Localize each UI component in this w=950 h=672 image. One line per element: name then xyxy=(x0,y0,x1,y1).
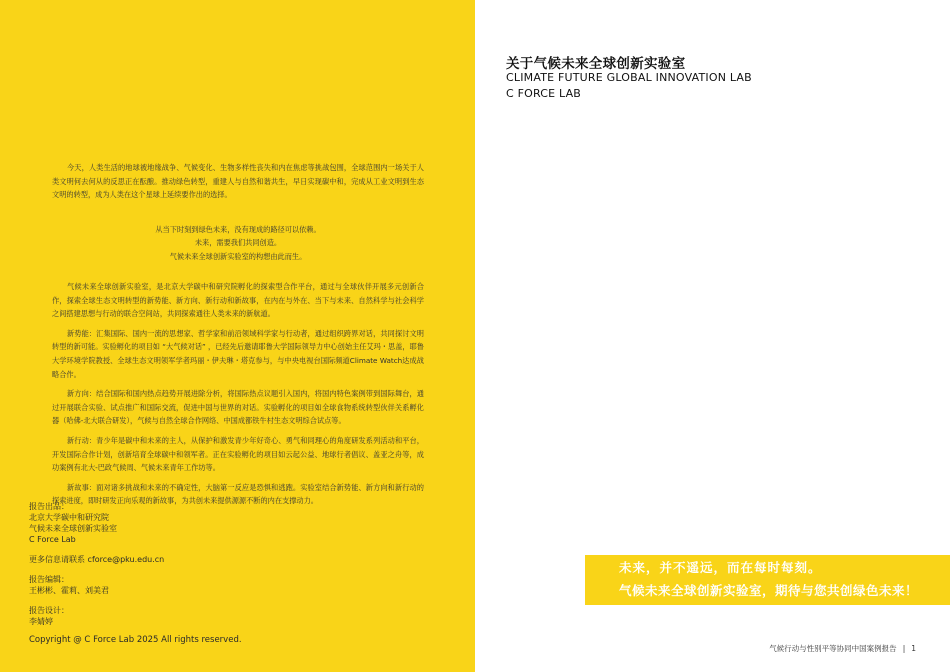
footer-separator: | xyxy=(902,644,906,653)
credit-line: 报告出品： xyxy=(29,502,69,511)
contact-line: 更多信息请联系 cforce@pku.edu.cn xyxy=(29,555,165,564)
statement-line: 气候未来全球创新实验室的构想由此而生。 xyxy=(169,251,307,261)
paragraph-new-direction: 新方向：结合国际和国内热点趋势开展进除分析，将国际热点议题引入国内，将国内特色案例带到国际舞台，通过开展联合实验、试点推广和国际交流，促进中国与世界的对话。实验孵化的项目如全球食物系统转型伙伴关系孵化器（哈佛-北大联合研发），气候与自然全球合作网络、中国成都铁牛村生态文明综合试点等。 xyxy=(52,389,424,426)
statement-line: 从当下时刻到绿色未来，没有现成的路径可以依赖。 xyxy=(155,225,321,234)
page-subtitle-en: C FORCE LAB xyxy=(506,87,582,100)
slogan-banner xyxy=(585,555,950,605)
page-title-en: CLIMATE FUTURE GLOBAL INNOVATION LAB xyxy=(506,71,752,84)
paragraph-overview: 气候未来全球创新实验室，是北京大学碳中和研究院孵化的探索型合作平台，通过与全球伙伴开展多元创新合作，探索全球生态文明转型的新势能、新方向、新行动和新故事，在内在与外在、当下与未来、自然科学与社会科学之间搭建思想与行动的联合空间站，共同探索通往人类未来的新航道。 xyxy=(52,282,424,319)
lab-description xyxy=(52,280,424,508)
slogan-line-2: 气候未来全球创新实验室，期待与您共创绿色未来！ xyxy=(619,583,919,598)
page-number: 1 xyxy=(911,644,916,653)
credits-design xyxy=(29,605,329,627)
page-footer xyxy=(769,643,916,654)
credit-line: 报告编辑： xyxy=(29,575,69,584)
paragraph-new-action: 新行动：青少年是碳中和未来的主人，从保护和激发青少年好奇心、勇气和同理心的角度研发系列活动和平台，开发国际合作计划，创新培育全球碳中和领军者。正在实验孵化的项目如云起公益、地球行者倡议、盖亚之舟等，成功案例有北大-巴政气候周、气候未来青年工作坊等。 xyxy=(52,435,424,473)
report-credits xyxy=(29,501,329,636)
intro-paragraph-block xyxy=(52,161,424,202)
credit-line: C Force Lab xyxy=(29,535,76,544)
centered-statement xyxy=(52,223,424,263)
credit-line: 北京大学碳中和研究院 xyxy=(29,513,109,522)
credit-line: 气候未来全球创新实验室 xyxy=(29,524,117,533)
paragraph-new-momentum: 新势能：汇集国际、国内一流的思想家、哲学家和前沿领域科学家与行动者，通过组织跨界对话，共同探讨文明转型的新可能。实验孵化的项目如 “大气候对话” ，已经先后邀请耶鲁大学国际领导力中心创始主任艾玛・思盖，耶鲁大学环境学院教授、全球生态文明领军学者玛丽・伊夫琳・塔克参与，与中央电视台国际频道Climate Watch达成战略合作。 xyxy=(52,328,424,379)
credit-line: 报告设计： xyxy=(29,606,69,615)
footer-report-title: 气候行动与性别平等协同中国案例报告 xyxy=(769,644,897,653)
copyright-notice: Copyright @ C Force Lab 2025 All rights reserved. xyxy=(29,635,242,645)
credit-line: 王彬彬、霍莉、刘美君 xyxy=(29,586,109,595)
intro-paragraph: 今天，人类生活的地球被地缘战争、气候变化、生物多样性丧失和内在焦虑等挑战包围，全球范围内一场关于人类文明何去何从的反思正在酝酿。推动绿色转型，重建人与自然和谐共生，早日实现碳中和，完成从工业文明到生态文明的转型，成为人类在这个星球上延续要作出的选择。 xyxy=(52,163,424,200)
credit-line: 李婧婷 xyxy=(29,617,53,626)
credits-contact xyxy=(29,554,329,565)
paragraph-new-story: 新故事：面对诸多挑战和未来的不确定性，大脑第一反应是恐惧和逃跑。实验室结合新势能、新方向和新行动的探索进度，即时研发正向乐观的新故事，为共创未来提供源源不断的内在支撑动力。 xyxy=(52,482,424,506)
page-title-zh: 关于气候未来全球创新实验室 xyxy=(506,56,686,72)
statement-line: 未来，需要我们共同创造。 xyxy=(194,238,282,248)
slogan-line-1: 未来，并不遥远，而在每时每刻。 xyxy=(619,560,822,575)
credits-editors xyxy=(29,574,329,596)
